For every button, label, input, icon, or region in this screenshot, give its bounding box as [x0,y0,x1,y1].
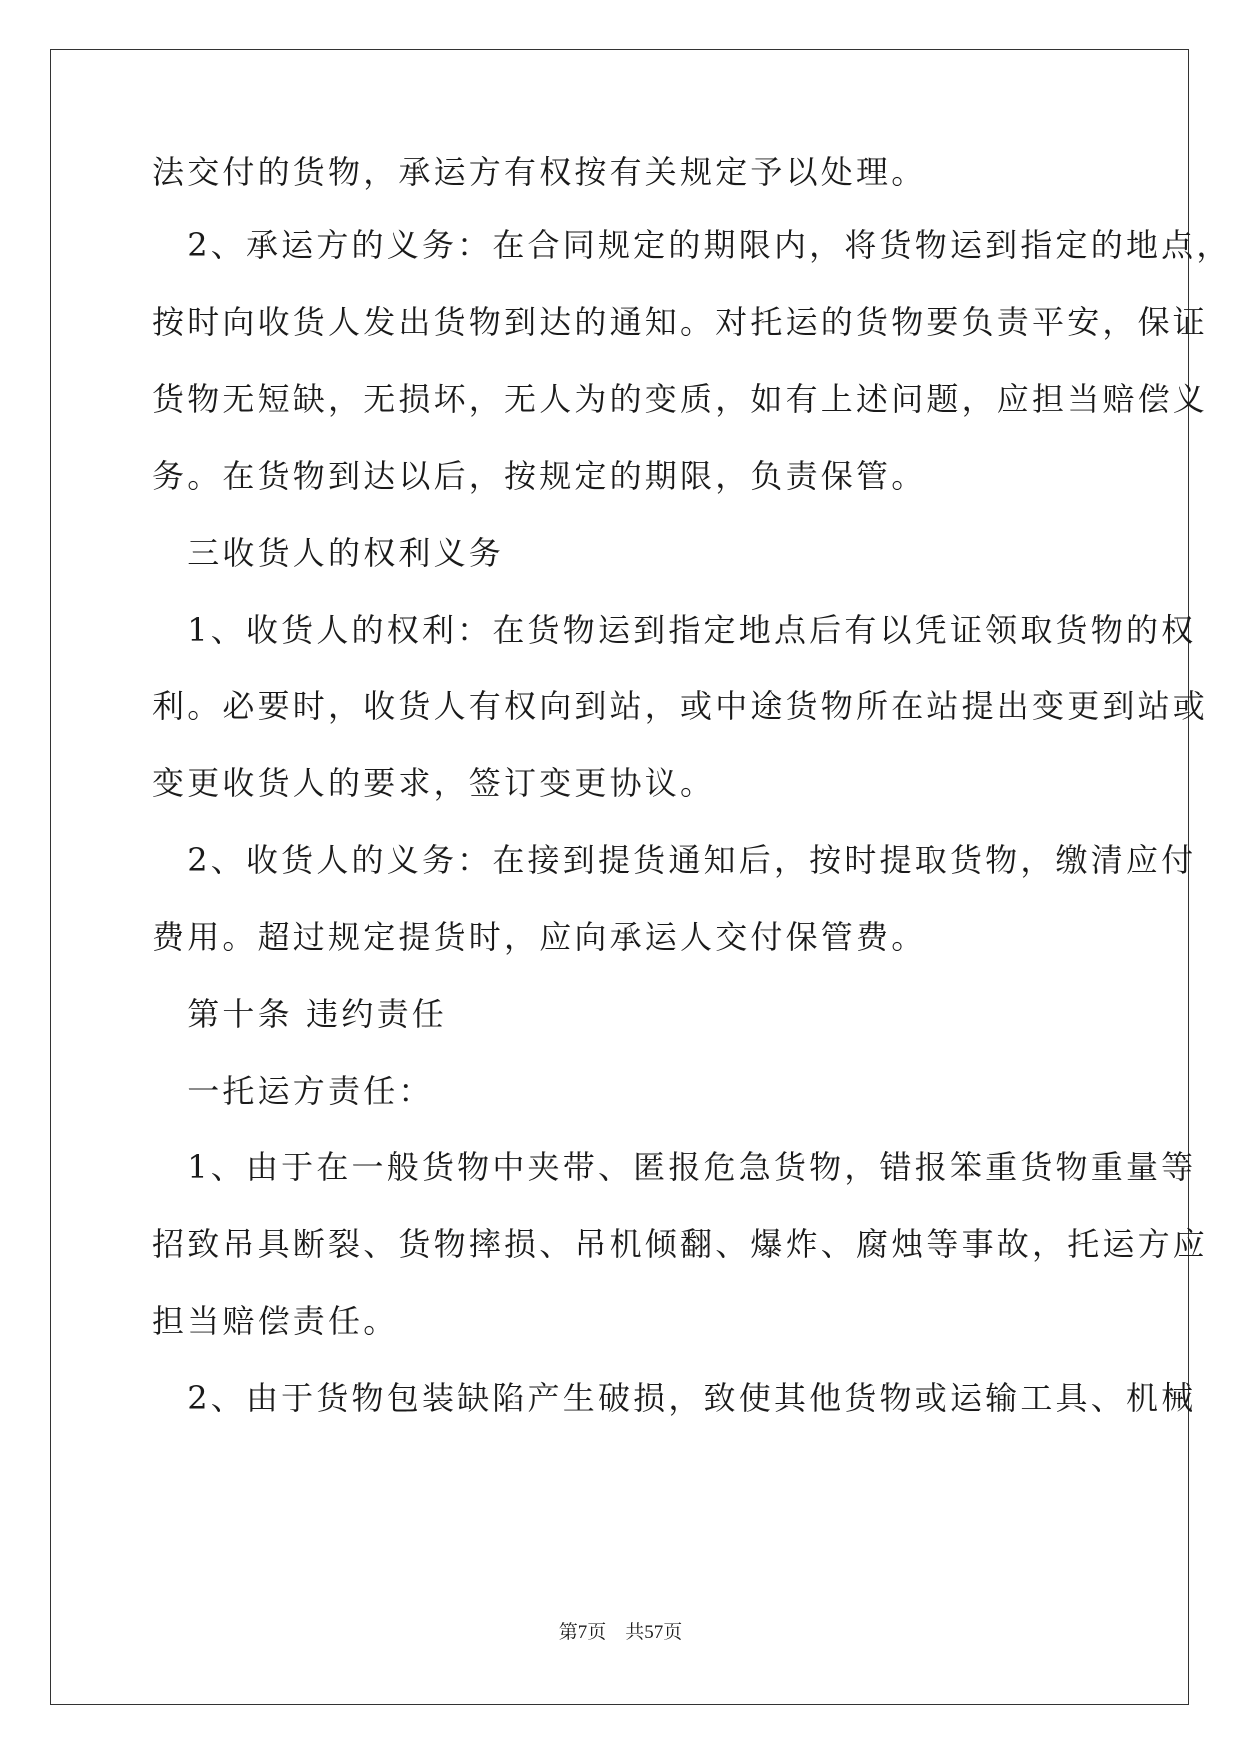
text-line: 利。必要时，收货人有权向到站，或中途货物所在站提出变更到站或 [152,687,1209,725]
text-line: 2、由于货物包装缺陷产生破损，致使其他货物或运输工具、机械 [152,1379,1197,1417]
text-line: 2、收货人的义务：在接到提货通知后，按时提取货物，缴清应付 [152,841,1197,879]
text-line: 费用。超过规定提货时，应向承运人交付保管费。 [152,918,927,956]
text-line: 按时向收货人发出货物到达的通知。对托运的货物要负责平安，保证 [152,303,1209,341]
article-heading: 第十条 违约责任 [152,995,447,1033]
text-line: 变更收货人的要求，签订变更协议。 [152,764,716,802]
text-line: 2、承运方的义务：在合同规定的期限内，将货物运到指定的地点， [152,226,1232,264]
page-number-footer: 第7页 共57页 [558,1622,683,1643]
section-heading: 一托运方责任： [152,1072,434,1110]
text-line: 招致吊具断裂、货物摔损、吊机倾翻、爆炸、腐烛等事故，托运方应 [152,1225,1209,1263]
text-line: 务。在货物到达以后，按规定的期限，负责保管。 [152,457,927,495]
text-line: 1、由于在一般货物中夹带、匿报危急货物，错报笨重货物重量等 [152,1148,1197,1186]
text-line: 货物无短缺，无损坏，无人为的变质，如有上述问题，应担当赔偿义 [152,380,1209,418]
text-line: 法交付的货物，承运方有权按有关规定予以处理。 [152,153,927,191]
section-heading: 三收货人的权利义务 [152,534,505,572]
text-line: 1、收货人的权利：在货物运到指定地点后有以凭证领取货物的权 [152,611,1197,649]
text-line: 担当赔偿责任。 [152,1302,399,1340]
